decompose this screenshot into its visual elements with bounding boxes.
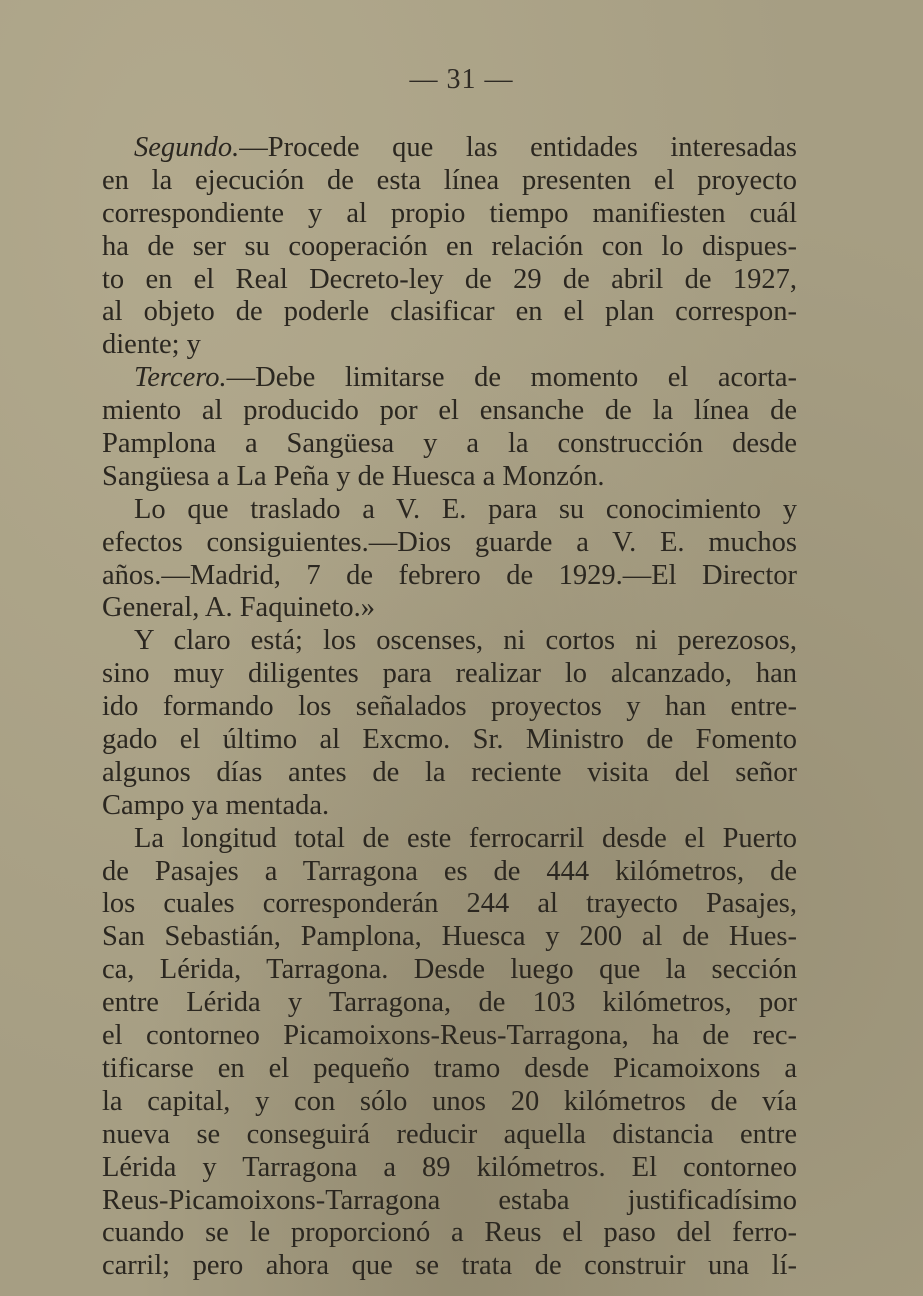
line-text: diente; y [102,329,201,361]
line-text: ido formando los señalados proyectos y han entre- [102,691,797,723]
line-text: —Procede que las entidades interesadas [239,132,797,163]
line-text: General, A. Faquineto.» [102,592,376,624]
text-line [102,987,797,1020]
italic-lead: Segundo. [134,132,240,163]
line-text: Pamplona a Sangüesa y a la construcción desde [102,428,797,460]
line-text: algunos días antes de la reciente visita del señor [102,756,797,788]
line-text: San Sebastián, Pamplona, Huesca y 200 al de Hues- [102,921,797,953]
line-text: gado el último al Excmo. Sr. Ministro de Fomento [102,724,797,756]
text-line [102,658,797,691]
text-line [102,625,797,658]
text-line [102,329,797,362]
text-line [102,1250,797,1283]
text-line [102,1020,797,1053]
text-line [102,790,797,823]
line-text: tificarse en el pequeño tramo desde Picamoixons a [102,1052,797,1084]
line-text: ca, Lérida, Tarragona. Desde luego que la sección [102,954,797,986]
line-text: efectos consiguientes.—Dios guarde a V. E. muchos [102,526,797,558]
text-line [102,428,797,461]
line-text: correspondiente y al propio tiempo manifiesten cuál [102,197,797,229]
text-line [102,921,797,954]
line-text: los cuales corresponderán 244 al trayecto Pasajes, [102,888,797,920]
text-line [102,296,797,329]
text-line [102,888,797,921]
line-text: Sangüesa a La Peña y de Huesca a Monzón. [102,460,605,492]
line-text: miento al producido por el ensanche de la línea de [102,395,797,427]
text-line [102,1152,797,1185]
line-text: entre Lérida y Tarragona, de 103 kilómetros, por [102,987,797,1019]
line-text: Lérida y Tarragona a 89 kilómetros. El contorneo [102,1151,797,1183]
text-line [102,165,797,198]
line-text: carril; pero ahora que se trata de construir una lí- [102,1250,797,1282]
line-text: en la ejecución de esta línea presenten el proyecto [102,164,797,196]
page-number: — 31 — [409,64,514,95]
text-line [102,560,797,593]
text-line [102,1086,797,1119]
text-line [102,494,797,527]
text-line [102,362,797,395]
text-line [102,724,797,757]
body-text [102,132,797,1283]
line-text: Y claro está; los oscenses, ni cortos ni perezosos, [134,625,797,657]
text-line [102,132,797,165]
line-text: —Debe limitarse de momento el acorta- [226,362,797,394]
text-line [102,231,797,264]
line-text: al objeto de poderle clasificar en el plan correspon- [102,296,797,328]
line-text: sino muy diligentes para realizar lo alcanzado, han [102,658,797,690]
text-line [102,757,797,790]
text-line [102,856,797,889]
text-line [102,1119,797,1152]
line-text: ha de ser su cooperación en relación con lo dispues- [102,230,797,262]
text-line [102,395,797,428]
line-text: Reus-Picamoixons-Tarragona estaba justificadísimo [102,1184,797,1216]
line-text: el contorneo Picamoixons-Reus-Tarragona, ha de rec- [102,1020,797,1052]
line-text: años.—Madrid, 7 de febrero de 1929.—El Director [102,559,797,591]
text-line [102,1185,797,1218]
line-text: de Pasajes a Tarragona es de 444 kilómetros, de [102,855,797,887]
text-line [102,954,797,987]
line-text: cuando se le proporcionó a Reus el paso del ferro- [102,1217,797,1249]
text-line [102,264,797,297]
text-line [102,461,797,494]
line-text: La longitud total de este ferrocarril desde el Puerto [134,822,797,854]
text-line [102,527,797,560]
text-line [102,592,797,625]
line-text: Campo ya mentada. [102,789,330,821]
line-text: la capital, y con sólo unos 20 kilómetros de vía [102,1085,797,1117]
text-line [102,691,797,724]
text-line [102,1053,797,1086]
text-line [102,1217,797,1250]
line-text: nueva se conseguirá reducir aquella distancia entre [102,1118,797,1150]
italic-lead: Tercero. [134,362,227,394]
text-line [102,823,797,856]
line-text: to en el Real Decreto-ley de 29 de abril de 1927, [102,263,797,295]
line-text: Lo que traslado a V. E. para su conocimiento y [134,493,797,525]
text-line [102,198,797,231]
